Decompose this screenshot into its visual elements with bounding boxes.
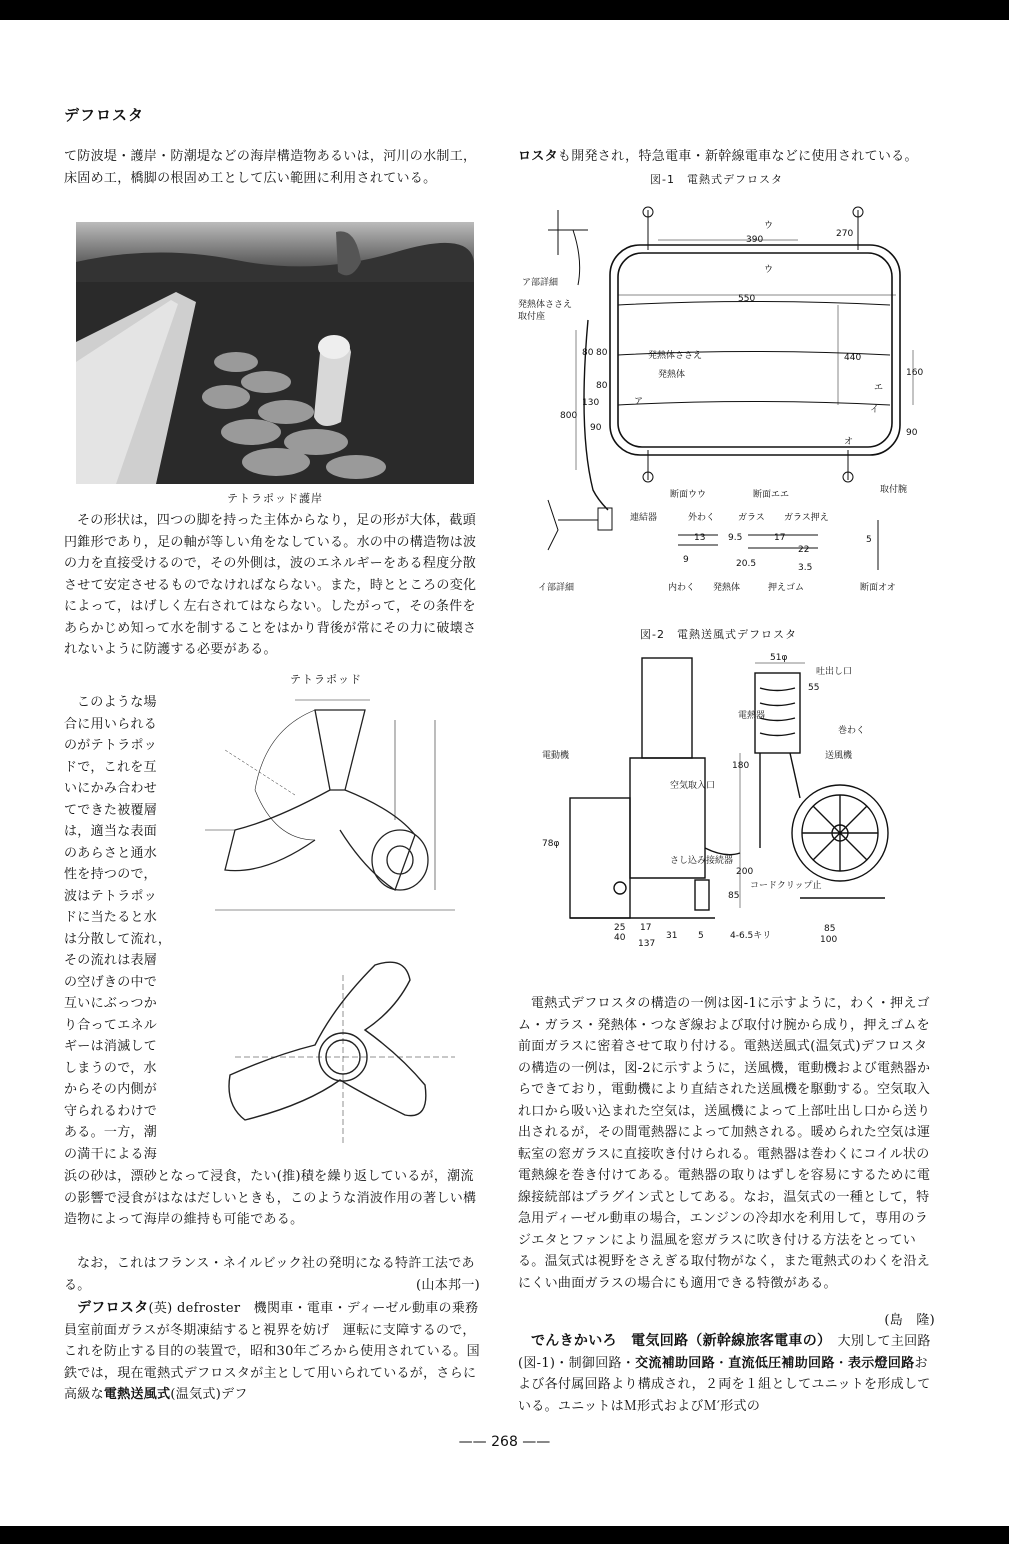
fig1-dim-5: 5 xyxy=(866,535,872,545)
fig1-label-rubber: 押えゴム xyxy=(768,583,805,593)
right-paragraph-1: 電熱式デフロスタの構造の一例は図-1に示すように，わく・押えゴム・ガラス・発熱体・つなぎ線および取付け腕から成り，押えゴムを前面ガラスに密着させて取り付ける。電熱送風式(温気式)デフロスタの構造の一例は，図-2に示すように，送風機，電動機および電熱器からできており，電動機により直結された送風機を駆動する。空気取入れ口から吸い込まれた空気は，送風機によって上部吐出し口から送り出されるが，その間電熱器によって加熱される。暖められた空気は運転室の窓ガラスに直接吹き付けられる。電熱器は巻わくにコイル状の電熱線を巻き付けてある。電熱器の取りはずしを容易にするために電線接続部はプラグイン式としてある。なお，温気式の一種として，特急用ディーゼル動車の場合，エンジンの冷却水を利用して，専用のラジエタとファンにより温風を窓ガラスに吹き付ける方法をとっている。温気式は視野をさえぎる取付物がなく，また電熱式のわくを沿えにくい曲面ガラスの場合にも適用できる特徴がある。 xyxy=(518,996,931,1291)
cont-text: も開発され，特急電車・新幹線電車などに使用されている。 xyxy=(557,149,918,164)
tetrapod-drawing-top xyxy=(215,955,475,1169)
narrow-line: のがテトラポッ xyxy=(64,738,158,753)
author-2: (島 隆) xyxy=(884,1313,935,1328)
narrow-line: このような場 xyxy=(77,695,157,710)
tetrapod-photo xyxy=(76,222,474,484)
entry-defroster xyxy=(64,1298,482,1406)
fig1-label-sec-ee: 断面エエ xyxy=(753,490,790,500)
narrow-line: ドで，これを互 xyxy=(64,759,157,775)
author-1: (山本邦一) xyxy=(416,1278,480,1293)
fig2-dim-55: 55 xyxy=(808,683,820,693)
figure-1-electric-defroster xyxy=(518,190,938,614)
left-paragraph-2: その形状は，四つの脚を持った主体からなり，足の形が大体，截頭円錐形であり，足の軸が等しい角をなしている。水の中の構造物は波の力を直接受けるので，その外側は，波のエネルギーをある程度分散させて安定させるものでなければならない。また，時とところの変化によって，はげしく左右されてはならない。したがって，その条件をあらかじめ知って水を制することをはかり背後が常にその力に破壊されないように防護する必要がある。 xyxy=(64,513,477,657)
entry2-bold-2: 直流低圧補助回路 xyxy=(728,1355,835,1371)
fig2-label-heater: 電熱器 xyxy=(738,711,766,721)
narrow-line: てできた被覆層 xyxy=(64,802,158,818)
narrow-text-column xyxy=(64,692,184,1165)
top-black-bar xyxy=(0,0,1009,20)
fig2-label-fan: 送風機 xyxy=(825,751,853,761)
fig1-label-connector: 連結器 xyxy=(630,513,658,523)
fig1-dim-9-5: 9.5 xyxy=(728,533,743,543)
fig1-label-a: ア xyxy=(634,397,644,407)
fig1-label-holder: 発熱体ささえ xyxy=(518,300,573,310)
fig1-label-e: エ xyxy=(874,383,884,393)
fig2-caption: 図-2 電熱送風式デフロスタ xyxy=(640,628,797,641)
narrow-line: 波はテトラポッ xyxy=(64,888,158,904)
fig2-dim-25: 25 xyxy=(614,923,626,933)
left-paragraph-4: なお，これはフランス・ネイルビック社の発明になる特許工法である。 xyxy=(64,1256,475,1293)
entry2-text-a: 大別して主回路(図-1)・制御回路・ xyxy=(518,1334,931,1371)
narrow-line: ギーは消滅して xyxy=(64,1039,158,1054)
entry-bold: 電熱送風式 xyxy=(103,1387,171,1402)
fig1-label-support: 発熱体ささえ xyxy=(648,351,703,361)
fig2-label-plug: さし込み接続器 xyxy=(670,856,734,866)
left-paragraph-1: て防波堤・護岸・防潮堤などの海岸構造物あるいは，河川の水制工，床固め工，橋脚の根固め工として広い範囲に利用されている。 xyxy=(64,149,477,186)
fig1-label-sec-oo: 断面オオ xyxy=(860,583,896,593)
right-continuation xyxy=(518,146,938,168)
entry-title: デフロスタ xyxy=(77,1300,149,1316)
fig1-label-heater: 発熱体 xyxy=(658,370,686,380)
fig1-label-inner: 内わく xyxy=(668,583,696,593)
fig2-label-bolt: 4-6.5キリ xyxy=(730,931,772,941)
fig1-label-i-detail: イ部詳細 xyxy=(538,583,575,593)
narrow-line: 性を持つので， xyxy=(64,867,157,882)
fig1-label-outer: 外わく xyxy=(688,513,716,523)
fig1-dim-440: 440 xyxy=(844,353,862,363)
fig1-label-base: 取付座 xyxy=(518,312,546,322)
fig2-label-outlet: 吐出し口 xyxy=(816,667,853,677)
fig2-dim-40: 40 xyxy=(614,933,626,943)
tetrapod-caption: テトラポッド xyxy=(290,673,362,686)
fig1-dim-80a: 80 xyxy=(582,348,594,358)
fig1-dim-90b: 90 xyxy=(906,428,918,438)
fig1-dim-390: 390 xyxy=(746,235,764,245)
fig1-dim-160: 160 xyxy=(906,368,924,378)
fig2-dim-17: 17 xyxy=(640,923,652,933)
left-paragraph-3: 浜の砂は，漂砂となって浸食，たい(推)積を繰り返しているが，潮流の影響で浸食がはなはだしいときも，このような消波作用の著しい構造物によって海岸の維持も可能である。 xyxy=(64,1169,477,1227)
page-number-value: 268 xyxy=(491,1434,518,1450)
narrow-line: は分散して流れ， xyxy=(64,931,172,947)
narrow-line: り合ってエネル xyxy=(64,1017,158,1033)
narrow-line: いにかみ合わせ xyxy=(64,781,158,796)
fig1-dim-20-5: 20.5 xyxy=(736,559,757,569)
fig1-dim-550: 550 xyxy=(738,294,756,304)
fig2-dim-137: 137 xyxy=(638,939,656,949)
narrow-line: その流れは表層 xyxy=(64,953,158,968)
narrow-line: ドに当たると水 xyxy=(64,910,158,925)
fig2-label-intake: 空気取入口 xyxy=(670,781,716,791)
page-number: —— 268 —— xyxy=(458,1434,551,1450)
fig1-label-arm: 取付腕 xyxy=(880,485,908,495)
fig1-dim-17: 17 xyxy=(774,533,786,543)
narrow-line: の空げきの中で xyxy=(64,974,158,990)
fig1-dim-9: 9 xyxy=(683,555,689,565)
entry-text: (英) defroster 機関車・電車・ディーゼル動車の乗務員室前面ガラスが冬期凍結すると視界を妨げ 運転に支障するので，これを防止する目的の装置で，昭和30年ごろから使用されている。国鉄では，現在電熱式デフロスタが主として用いられているが，さらに高級な xyxy=(64,1301,480,1402)
fig2-dim-5: 5 xyxy=(698,931,704,941)
fig1-dim-80c: 80 xyxy=(596,381,608,391)
fig1-dim-90a: 90 xyxy=(590,423,602,433)
tetrapod-drawing-side xyxy=(195,690,485,949)
narrow-line: ある。一方，潮 xyxy=(64,1125,158,1140)
bottom-black-bar xyxy=(0,1526,1009,1544)
fig1-caption: 図-1 電熱式デフロスタ xyxy=(650,173,783,186)
fig2-dim-51: 51φ xyxy=(770,653,788,663)
fig1-dim-22: 22 xyxy=(798,545,810,555)
fig1-dim-13: 13 xyxy=(694,533,706,543)
fig2-label-cord: コードクリップ止 xyxy=(750,881,822,891)
figure-2-electric-fan-defroster xyxy=(540,648,920,957)
fig1-dim-3-5: 3.5 xyxy=(798,563,813,573)
fig1-dim-270: 270 xyxy=(836,229,854,239)
fig1-label-sec-uu: 断面ウウ xyxy=(670,490,707,500)
fig1-dim-130: 130 xyxy=(582,398,600,408)
fig1-label-o: オ xyxy=(844,437,854,447)
fig1-label-glass-press: ガラス押え xyxy=(784,513,829,523)
narrow-line: 合に用いられる xyxy=(64,716,158,732)
fig1-label-heater2: 発熱体 xyxy=(713,583,741,593)
cont-bold: ロスタ xyxy=(518,149,558,164)
fig2-dim-100: 100 xyxy=(820,935,838,945)
entry2-sep-1: ・ xyxy=(714,1355,729,1371)
narrow-line: のあらさと通水 xyxy=(64,845,158,861)
fig2-label-frame: 巻わく xyxy=(838,726,866,736)
fig1-label-u2: ウ xyxy=(764,265,774,275)
running-head: デフロスタ xyxy=(64,106,145,124)
fig1-label-u1: ウ xyxy=(764,221,774,231)
fig2-dim-180: 180 xyxy=(732,761,750,771)
entry2-bold-3: 表示燈回路 xyxy=(847,1355,915,1371)
entry2-sep-2: ・ xyxy=(834,1355,848,1371)
fig1-dim-800: 800 xyxy=(560,411,578,421)
fig1-label-a-detail: ア部詳細 xyxy=(522,278,559,288)
narrow-line: 互いにぶっつか xyxy=(64,996,158,1011)
narrow-line: は，適当な表面 xyxy=(64,824,158,839)
narrow-line: の満干による海 xyxy=(64,1146,158,1162)
photo-caption: テトラポッド護岸 xyxy=(227,492,323,505)
fig2-dim-85a: 85 xyxy=(728,891,740,901)
entry-electric-circuit xyxy=(518,1331,938,1417)
fig2-dim-85b: 85 xyxy=(824,924,836,934)
fig2-dim-78: 78φ xyxy=(542,839,560,849)
entry-end: (温気式)デフ xyxy=(170,1387,248,1402)
fig2-dim-31: 31 xyxy=(666,931,678,941)
narrow-line: 守られるわけで xyxy=(64,1103,158,1119)
fig1-label-glass: ガラス xyxy=(738,513,765,523)
entry2-bold-1: 交流補助回路 xyxy=(635,1355,715,1371)
narrow-line: しまうので，水 xyxy=(64,1060,157,1076)
entry2-text-c: および各付属回路より構成され，２両を１組としてユニットを形成している。ユニットはＭ形式およびＭ′形式の xyxy=(518,1355,931,1414)
fig1-label-i: イ xyxy=(870,405,880,415)
fig1-dim-80b: 80 xyxy=(596,348,608,358)
fig2-dim-200: 200 xyxy=(736,867,754,877)
entry2-title: でんきかいろ 電気回路（新幹線旅客電車の） xyxy=(531,1333,825,1349)
narrow-line: からその内側が xyxy=(64,1082,158,1097)
fig2-label-motor: 電動機 xyxy=(542,751,570,761)
